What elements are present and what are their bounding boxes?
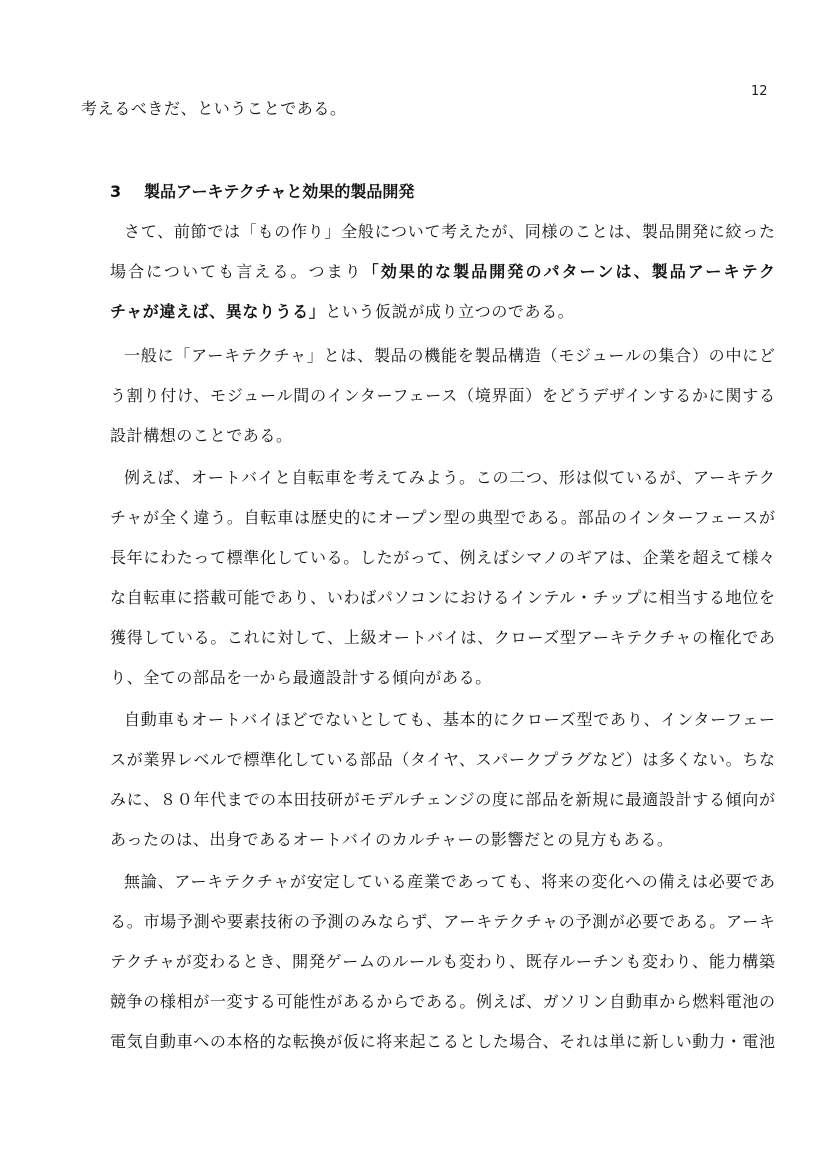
emphasized-text: チャが違えば、異なりうる」: [110, 302, 326, 321]
text-line: 無論、アーキテクチャが安定している産業であっても、将来の変化への備えは必要であ: [124, 872, 775, 891]
text-line: る。市場予測や要素技術の予測のみならず、アーキテクチャの予測が必要である。アーキ: [110, 912, 775, 931]
text-line: スが業界レベルで標準化している部品（タイヤ、スパークプラグなど）は多くない。ちな: [110, 750, 775, 769]
text-line: あったのは、出身であるオートバイのカルチャーの影響だとの見方もある。: [110, 830, 674, 849]
text-line: 例えば、オートバイと自転車を考えてみよう。この二つ、形は似ているが、アーキテク: [124, 468, 775, 487]
emphasized-text: 「効果的な製品開発のパターンは、製品アーキテク: [362, 262, 775, 281]
text-segment: 場合についても言える。つまり: [110, 262, 363, 281]
text-line: 競争の様相が一変する可能性があるからである。例えば、ガソリン自動車から燃料電池の: [110, 992, 775, 1011]
text-line: みに、８０年代までの本田技研がモデルチェンジの度に部品を新規に最適設計する傾向が: [110, 790, 775, 809]
text-line: [110, 302, 574, 322]
text-line: 長年にわたって標準化している。したがって、例えばシマノのギアは、企業を超えて様々: [110, 548, 775, 567]
section-heading: [110, 182, 414, 202]
text-line: 電気自動車への本格的な転換が仮に将来起こるとした場合、それは単に新しい動力・電池: [110, 1032, 775, 1051]
text-line: 一般に「アーキテクチャ」とは、製品の機能を製品構造（モジュールの集合）の中にど: [124, 346, 775, 365]
text-line: う割り付け、モジュール間のインターフェース（境界面）をどうデザインするかに関する: [110, 386, 775, 405]
text-line: 考えるべきだ、ということである。: [81, 99, 347, 118]
text-line: り、全ての部品を一から最適設計する傾向がある。: [110, 668, 492, 687]
text-line: [110, 262, 775, 282]
text-line: さて、前節では「もの作り」全般について考えたが、同様のことは、製品開発に絞った: [124, 222, 775, 241]
section-title: 製品アーキテクチャと効果的製品開発: [144, 182, 415, 201]
section-number: 3: [110, 182, 122, 201]
page-number: 12: [751, 84, 768, 99]
text-line: チャが全く違う。自転車は歴史的にオープン型の典型である。部品のインターフェースが: [110, 508, 775, 527]
text-line: 設計構想のことである。: [110, 426, 293, 445]
text-line: テクチャが変わるとき、開発ゲームのルールも変わり、既存ルーチンも変わり、能力構築: [110, 952, 775, 971]
text-line: 自動車もオートバイほどでないとしても、基本的にクローズ型であり、インターフェー: [124, 710, 775, 729]
text-line: な自転車に搭載可能であり、いわばパソコンにおけるインテル・チップに相当する地位を: [110, 588, 775, 607]
text-segment: という仮説が成り立つのである。: [325, 302, 575, 321]
text-line: 獲得している。これに対して、上級オートバイは、クローズ型アーキテクチャの権化であ: [110, 628, 775, 647]
